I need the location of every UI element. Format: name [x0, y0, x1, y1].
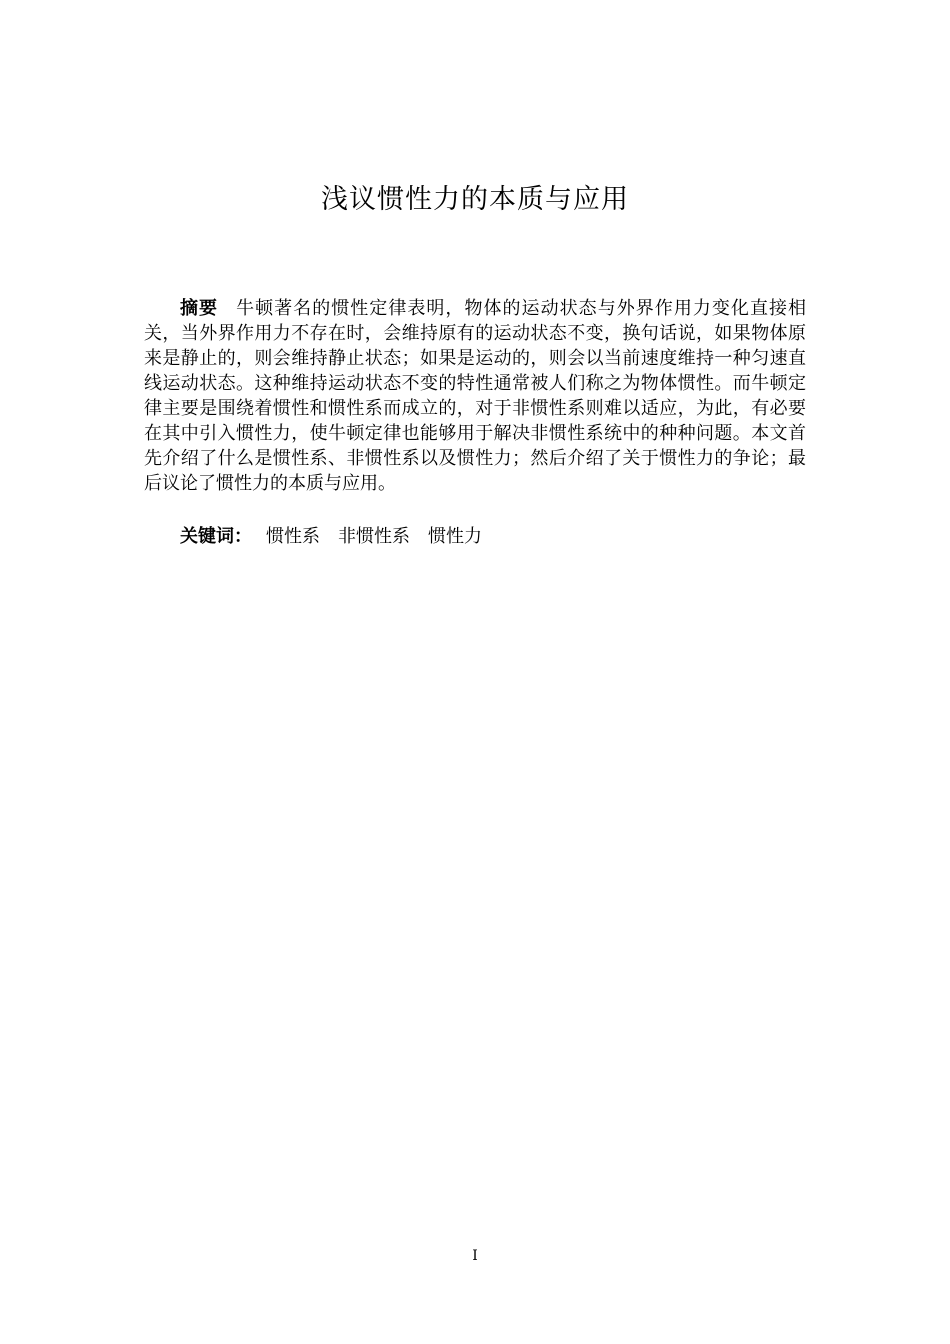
- abstract-label: 摘要: [180, 298, 219, 319]
- keyword-item: 惯性力: [428, 526, 482, 547]
- keywords-label: 关键词：: [180, 526, 252, 547]
- abstract-paragraph: [144, 296, 806, 496]
- keyword-item: 非惯性系: [338, 526, 410, 547]
- paper-title: 浅议惯性力的本质与应用: [321, 184, 629, 215]
- keywords-line: [180, 524, 500, 549]
- abstract-text: 牛顿著名的惯性定律表明，物体的运动状态与外界作用力变化直接相关，当外界作用力不存在时，会维持原有的运动状态不变，换句话说，如果物体原来是静止的，则会维持静止状态；如果是运动的，则会以当前速度维持一种匀速直线运动状态。这种维持运动状态不变的特性通常被人们称之为物体惯性。而牛顿定律主要是围绕着惯性和惯性系而成立的，对于非惯性系则难以适应，为此，有必要在其中引入惯性力，使牛顿定律也能够用于解决非惯性系统中的种种问题。本文首先介绍了什么是惯性系、非惯性系以及惯性力；然后介绍了关于惯性力的争论；最后议论了惯性力的本质与应用。: [144, 298, 807, 494]
- page-number: I: [472, 1248, 478, 1264]
- keyword-item: 惯性系: [266, 526, 320, 547]
